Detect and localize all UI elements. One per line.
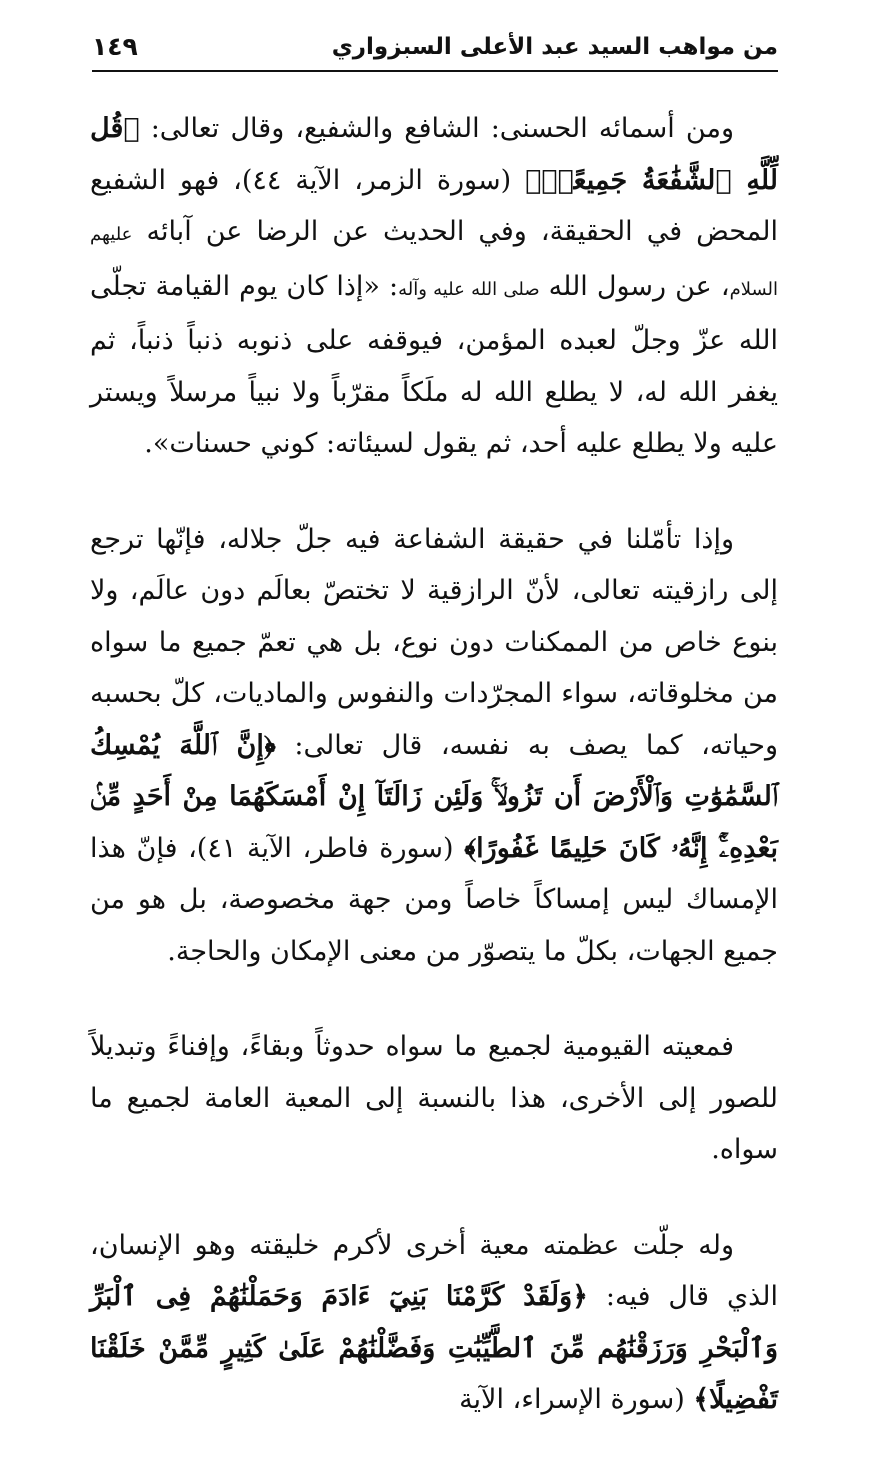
- text-segment: (سورة الإسراء، الآية: [459, 1384, 694, 1415]
- text-segment: وإذا تأمّلنا في حقيقة الشفاعة فيه جلّ جلاله، فإنّها ترجع إلى رازقيته تعالى، لأنّ الرازقية لا تختصّ بعالَم دون عالَم، ولا بنوع خاص من الممكنات دون نوع، بل هي تعمّ جميع ما سواه من مخلوقاته، سواء المجرّدات والنفوس والماديات، كلّ بحسبه وحياته، كما يصف به نفسه، قال تعالى:: [90, 523, 778, 761]
- paragraph-3: [90, 1021, 778, 1176]
- quran-verse: ﴿وَلَقَدْ كَرَّمْنَا بَنِيٓ ءَادَمَ وَحَمَلْنَٰهُمْ فِى ٱلْبَرِّ وَٱلْبَحْرِ وَرَزَقْنَٰهُم مِّنَ ٱلطَّيِّبَٰتِ وَفَضَّلْنَٰهُمْ عَلَىٰ كَثِيرٍ مِّمَّنْ خَلَقْنَا تَفْضِيلًا﴾: [90, 1281, 778, 1415]
- honorific-glyph: صلى الله عليه وآله: [398, 278, 540, 300]
- text-segment: فمعيته القيومية لجميع ما سواه حدوثاً وبقاءً، وإفناءً وتبديلاً للصور إلى الأخرى، هذا بالنسبة إلى المعية العامة لجميع ما سواه.: [90, 1031, 778, 1165]
- body-text: [90, 103, 778, 1470]
- text-segment: : «إذا كان يوم القيامة تجلّى الله عزّ وجلّ لعبده المؤمن، فيوقفه على ذنوبه ذنباً ذنباً، ثم يغفر الله له، لا يطلع الله له ملَكاً مقرّباً ولا نبياً مرسلاً ويستر عليه ولا يطلع عليه أحد، ثم يقول لسيئاته: كوني حسنات».: [90, 270, 778, 459]
- text-segment: (سورة الزمر، الآية ٤٤)، فهو الشفيع المحض في الحقيقة، وفي الحديث عن الرضا عن آبائه: [90, 164, 778, 247]
- quran-verse: ﴿إِنَّ ٱللَّهَ يُمْسِكُ ٱلسَّمَٰوَٰتِ وَٱلْأَرْضَ أَن تَزُولَاۚ وَلَئِن زَالَتَآ إِنْ أَمْسَكَهُمَا مِنْ أَحَدٍ مِّنۢ بَعْدِهِۦٓۚ إِنَّهُۥ كَانَ حَلِيمًا غَفُورًا﴾: [90, 729, 778, 864]
- page-number: ١٤٩: [92, 32, 138, 61]
- running-header: [92, 30, 778, 72]
- honorific-glyph: عليهم السلام: [90, 224, 778, 300]
- paragraph-4: [90, 1220, 778, 1426]
- text-segment: ، عن رسول الله: [539, 270, 730, 302]
- paragraph-1: [90, 103, 778, 470]
- paragraph-2: [90, 514, 778, 978]
- text-segment: وله جلّت عظمته معية أخرى لأكرم خليقته وهو الإنسان، الذي قال فيه:: [90, 1229, 778, 1312]
- text-segment: (سورة فاطر، الآية ٤١)، فإنّ هذا الإمساك ليس إمساكاً خاصاً ومن جهة مخصوصة، بل هو من جميع الجهات، بكلّ ما يتصوّر من معنى الإمكان والحاجة.: [90, 832, 778, 967]
- quran-verse: ﴿قُل لِّلَّهِ ٱلشَّفَٰعَةُ جَمِيعًاۖ﴾: [90, 113, 778, 196]
- running-title: من مواهب السيد عبد الأعلى السبزواري: [331, 34, 778, 60]
- text-segment: ومن أسمائه الحسنى: الشافع والشفيع، وقال تعالى:: [139, 113, 734, 144]
